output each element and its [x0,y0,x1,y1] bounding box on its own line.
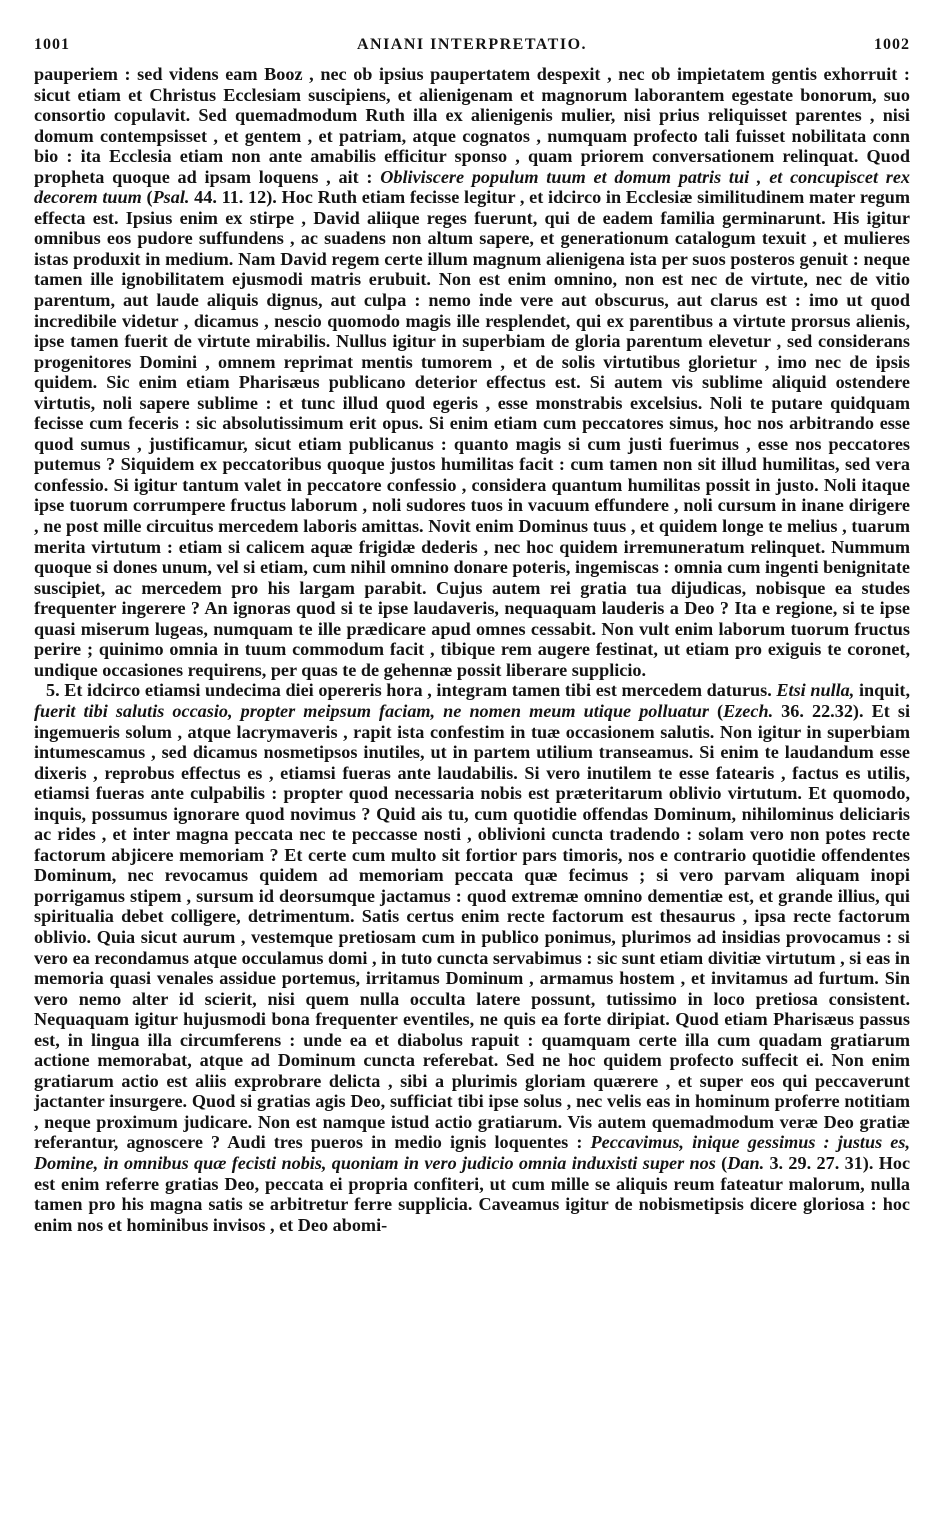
body-text [34,64,910,1235]
text-run: 44. 11. 12). Hoc Ruth etiam fecisse legitur , et idcirco in Ecclesiæ similitudinem mater regum effecta est. Ipsius enim ex stirpe , David aliique reges fuerunt, qui de eadem familia germinarunt. His igitur omnibus eos pudore suffundens , ac suadens non altum sapere, et generationum catalogum texuit , et mulieres istas produxit in medium. Nam David regem certe illum magnum alienigena ista per suos posteros genuit : neque tamen ille ignobilitatem ejusmodi matris erubuit. Non est enim omnino, non est nec de virtute, nec de vitio parentum, aut laude aliquis dignus, aut culpa : nemo inde vere aut obscurus, aut clarus est : imo ut quod incredibile videtur , dicamus , nescio quomodo magis ille resplendet, qui ex parentibus a virtute prorsus alienis, ipse tamen fuerit de virtute mirabilis. Nullus igitur in superbiam de gloria parentum elevetur , sed considerans progenitores Domini , omnem reprimat mentis tumorem , et de solis virtutibus glorietur , imo nec de ipsis quidem. Sic enim etiam Pharisæus publicano deterior effectus est. Si autem vis sublime aliquid ostendere virtutis, noli sapere sublime : et tunc illud quod egeris , esse monstrabis excelsius. Noli te putare quidquam fecisse cum feceris : sic absolutissimum erit opus. Si enim etiam cum peccatores simus, hoc nos arbitrando esse quod sumus , justificamur, sicut etiam publicanus : quanto magis si cum justi fuerimus , esse nos peccatores putemus ? Siquidem ex peccatoribus quoque justos humilitas facit : cum tamen non sit illud humilitas, sed vera confessio. Si igitur tantum valet in peccatore confessio , considera quantum humilitas possit in justo. Noli itaque ipse tuorum corrumpere fructus laborum , noli sudores tuos in vacuum effundere , noli cursum in inane dirigere , ne post mille circuitus mercedem laboris amittas. Novit enim Dominus tuus , et quidem longe te melius , tuarum merita virtutum : etiam si calicem aquæ frigidæ dederis , nec hoc quidem irremuneratum relinquet. Nummum quoque si dones unum, vel si etiam, cum nihil omnino donare poteris, ingemiscas : omnia cum ingenti benignitate suscipiet, ac mercedem pro his largam parabit. Cujus autem rei gratia tua dijudicas, nobisque ea studes frequenter ingerere ? An ignoras quod si te ipse laudaveris, nequaquam lauderis a Deo ? Ita e regione, si te ipse quasi miserum lugeas, numquam te ille prædicare apud omnes cessabit. Non vult enim laborum tuorum fructus perire ; quinimo omnia in tuum commodum facit , tibique rem augere festinat, ut etiam pro exiguis te coronet, undique occasiones requirens, per quas te de gehennæ possit liberare supplicio. [34,187,911,680]
italic-citation: Psal. [152,187,190,208]
italic-citation: Peccavimus, inique gessimus : justus es, Domine, in omnibus quæ fecisti nobis, quoniam in vero judicio omnia induxisti super nos [34,1132,910,1173]
text-run: 5. Et idcirco etiamsi undecima diei opereris hora , integram tamen tibi est mercedem daturus. [46,680,777,701]
page-number-left: 1001 [34,36,70,53]
italic-citation: Obliviscere populum tuum et domum patris tui , et concupiscet rex decorem tuum [34,166,910,208]
text-run: pauperiem : sed videns eam Booz , nec ob ipsius paupertatem despexit , nec ob impietatem gentis exhorruit : sicut etiam et Christus Ecclesiam suscipiens, et alienigenam et magnorum laborantem egestate bonorum, suo consortio copulavit. Sed quemadmodum Ruth illa ex alienigenis mulier, nisi prius reliquisset parentes , nisi domum contempsisset , et gentem , et patriam, atque cognatos , numquam profecto tali fuisset nobilitata conn bio : ita Ecclesia etiam non ante amabilis efficitur sponso , quam priorem conversationem relinquat. Quod propheta quoque ad ipsam loquens , ait : [34,64,910,187]
italic-citation: Dan. [727,1152,765,1173]
text-run: ( [715,1152,728,1173]
italic-citation: Etsi nulla, [776,680,855,701]
running-head [34,36,910,64]
paragraph [34,64,910,680]
text-run: 3. 29. 27. 31). Hoc est enim referre gratias Deo, peccata ei propria confiteri, ut cum mille se aliquis reum fateatur malorum, nulla tamen pro his magna satis se arbitretur ferre supplicia. Caveamus igitur de nobismetipsis dicere gloriosa : hoc enim nos et hominibus invisos , et Deo abomi- [34,1152,911,1235]
paragraph [34,680,910,1235]
running-title: ANIANI INTERPRETATIO. [356,36,588,53]
italic-citation: Ezech. [723,700,774,721]
page-number-right: 1002 [873,36,910,53]
italic-citation: fuerit tibi salutis occasio, propter meipsum faciam, ne nomen meum utique polluatur [34,700,709,721]
text-run: ( [708,700,724,721]
text-run: 36. 22.32). Et si ingemueris solum , atque lacrymaveris , rapit ista confestim in tuæ occasionem salutis. Non igitur in superbiam intumescamus , sed dicamus nosmetipsos inutiles, ut in partem utilium transeamus. Si enim te laudandum esse dixeris , reprobus effectus es , etiamsi fueras ante laudabilis. Si vero inutilem te esse fatearis , factus es utilis, etiamsi fueras ante culpabilis : propter quod necessaria nobis est præteritarum oblivio virtutum. Et quomodo, inquis, possumus ignorare quod novimus ? Quid ais tu, cum quotidie offendas Dominum, nihilominus deliciaris ac rides , et inter magna peccata nec te peccasse nosti , oblivioni cuncta tradendo : solam vero non potes recte factorum abjicere memoriam ? Et certe cum multo sit fortior pars timoris, nos e contrario quotidie offendentes Dominum, nec revocamus quidem ad memoriam peccata quæ fecimus ; si vero parvam aliquam inopi porrigamus stipem , sursum id deorsumque jactamus : quod extremæ omnino dementiæ est, et grande illius, qui spiritualia debet colligere, detrimentum. Satis certus enim recte factorum est thesaurus , ipsa recte factorum oblivio. Quia sicut aurum , vestemque pretiosam cum in publico ponimus, plurimos ad insidias provocamus : si vero ea recondamus atque occulamus domi , in tuto cuncta servabimus : sic sunt etiam divitiæ virtutum , si eas in memoria quasi venales assidue portemus, irritamus Dominum , armamus hostem , et invitamus ad furtum. Sin vero nemo alter id scierit, nisi quem nulla occulta latere possunt, tutissimo in loco pretiosa consistent. Nequaquam igitur hujusmodi bona frequenter eventiles, ne quis ea forte diripiat. Quod etiam Pharisæus passus est, in lingua illa circumferens : unde ea et diabolus rapuit : quamquam certe illa cum quadam gratiarum actione memorabat, atque ad Dominum cuncta referebat. Sed ne hoc quidem profecto suffecit ei. Non enim gratiarum actio est aliis exprobrare delicta , sibi a plurimis gloriam quærere , et super eos qui peccaverunt jactanter insurgere. Quod si gratias agis Deo, sufficiat tibi ipse solus , nec velis eas in hominum proferre notitiam , neque proximum judicare. Non est namque istud actio gratiarum. Vis autem quemadmodum veræ Deo gratiæ referantur, agnoscere ? Audi tres pueros in medio ignis loquentes : [34,700,910,1153]
text-run: ( [141,187,153,208]
text-run: inquit, [854,680,910,701]
